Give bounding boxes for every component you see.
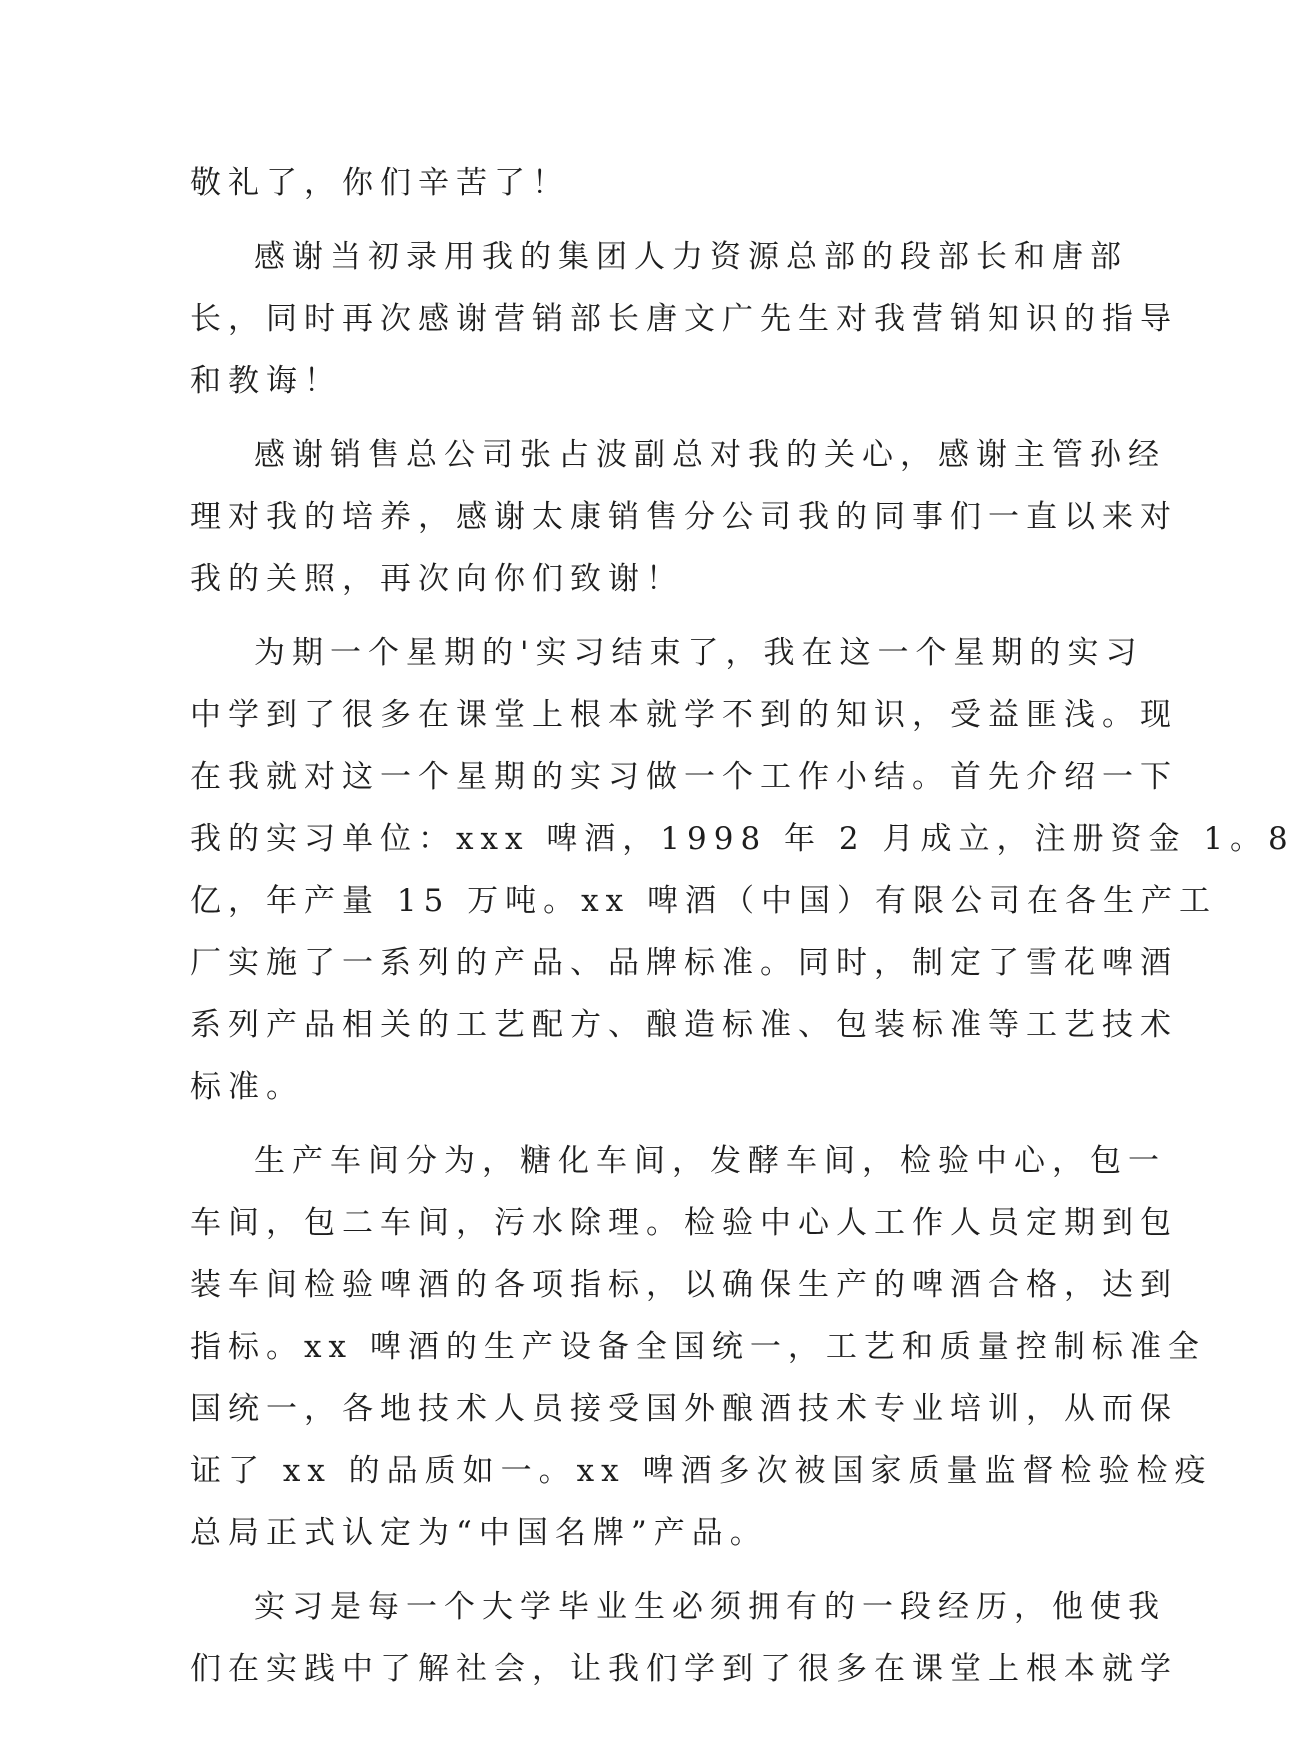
text-line: 我的关照，再次向你们致谢！ [190,561,684,597]
paragraph [190,226,1178,412]
text-line: 证了 xx 的品质如一。xx 啤酒多次被国家质量监督检验检疫 [190,1453,1213,1489]
document-body [190,152,1295,1700]
text-line: 系列产品相关的工艺配方、酿造标准、包装标准等工艺技术 [190,1007,1178,1043]
text-line: 车间，包二车间，污水除理。检验中心人工作人员定期到包 [190,1205,1178,1241]
paragraph-gap [190,412,1053,424]
text-line: 我的实习单位：xxx 啤酒，1998 年 2 月成立，注册资金 1。8 [190,821,1295,857]
paragraph [190,1576,1178,1700]
text-line: 理对我的培养，感谢太康销售分公司我的同事们一直以来对 [190,499,1178,535]
text-line: 国统一，各地技术人员接受国外酿酒技术专业培训，从而保 [190,1391,1178,1427]
text-line: 和教诲！ [190,363,342,399]
text-line: 总局正式认定为“中国名牌”产品。 [190,1515,768,1551]
text-line: 感谢销售总公司张占波副总对我的关心，感谢主管孙经 [254,437,1166,473]
paragraph-gap [190,1118,1053,1130]
text-line: 感谢当初录用我的集团人力资源总部的段部长和唐部 [254,239,1128,275]
text-line: 亿，年产量 15 万吨。xx 啤酒（中国）有限公司在各生产工 [190,883,1217,919]
paragraph [190,424,1178,610]
text-line: 指标。xx 啤酒的生产设备全国统一，工艺和质量控制标准全 [190,1329,1206,1365]
text-line: 生产车间分为，糖化车间，发酵车间，检验中心，包一 [254,1143,1166,1179]
text-line: 厂实施了一系列的产品、品牌标准。同时，制定了雪花啤酒 [190,945,1178,981]
text-line: 在我就对这一个星期的实习做一个工作小结。首先介绍一下 [190,759,1178,795]
text-line: 敬礼了，你们辛苦了！ [190,165,570,201]
paragraph [190,152,1053,214]
text-line: 长，同时再次感谢营销部长唐文广先生对我营销知识的指导 [190,301,1178,337]
text-line: 实习是每一个大学毕业生必须拥有的一段经历，他使我 [254,1589,1166,1625]
paragraph-gap [190,1564,1053,1576]
text-line: 为期一个星期的'实习结束了，我在这一个星期的实习 [254,635,1144,671]
text-line: 们在实践中了解社会，让我们学到了很多在课堂上根本就学 [190,1651,1178,1687]
paragraph-gap [190,214,1053,226]
text-line: 中学到了很多在课堂上根本就学不到的知识，受益匪浅。现 [190,697,1178,733]
text-line: 装车间检验啤酒的各项指标，以确保生产的啤酒合格，达到 [190,1267,1178,1303]
text-line: 标准。 [190,1069,304,1105]
paragraph [190,1130,1213,1564]
paragraph [190,622,1295,1118]
paragraph-gap [190,610,1053,622]
